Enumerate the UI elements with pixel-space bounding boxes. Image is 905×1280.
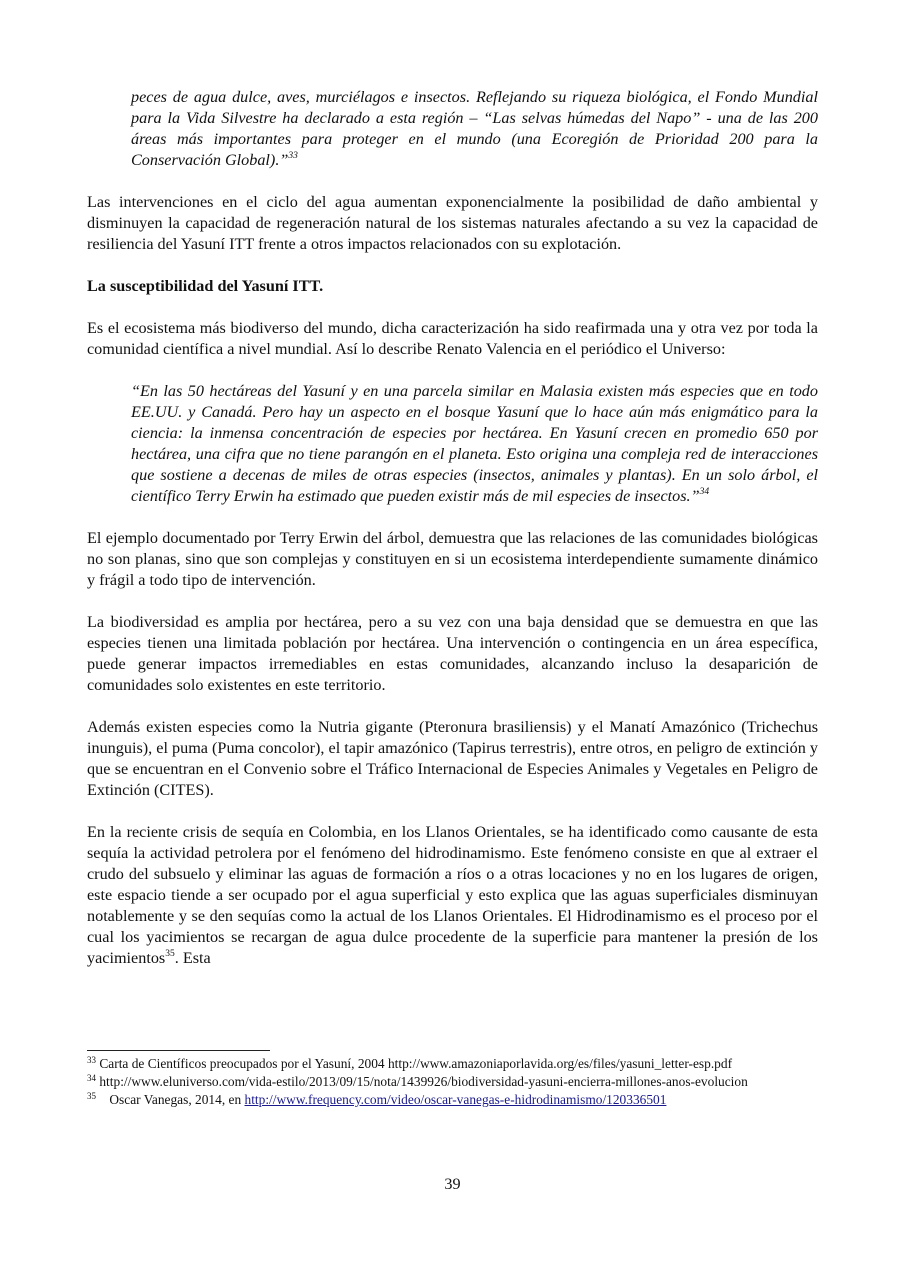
paragraph-biodiversity: Es el ecosistema más biodiverso del mundo, dicha caracterización ha sido reafirmada una y otra vez por toda la comunidad científica a nivel mundial. Así lo describe Renato Valencia en el periódico el Universo: [87,319,818,358]
paragraph-species: Además existen especies como la Nutria gigante (Pteronura brasiliensis) y el Manatí Amazónico (Trichechus inunguis), el puma (Puma concolor), el tapir amazónico (Tapirus terrestris), entre otros, en peligro de extinción y que se encuentran en el Convenio sobre el Tráfico Internacional de Especies Animales y Vegetales en Peligro de Extinción (CITES). [87,718,818,799]
block-quote-valencia: “En las 50 hectáreas del Yasuní y en una parcela similar en Malasia existen más especies que en todo EE.UU. y Canadá. Pero hay un aspecto en el bosque Yasuní que lo hace aún más enigmático para la ciencia: la inmensa concentración de especies por hectárea. En Yasuní crecen en promedio 650 por hectárea, una cifra que no tiene parangón en el planeta. Esto origina una compleja red de interacciones que sostiene a decenas de miles de otras especies (insectos, animales y plantas). En un solo árbol, el científico Terry Erwin ha estimado que pueden existir más de mil especies de insectos.”$^{34}$ [131,382,818,505]
paragraph-density: La biodiversidad es amplia por hectárea, pero a su vez con una baja densidad que se demuestra en que las especies tienen una limitada población por hectárea. Una intervención o contingencia en un área específica, puede generar impactos irremediables en estas comunidades, alcanzando incluso la desaparición de comunidades solo existentes en este territorio. [87,613,818,694]
footnote-ref-34[interactable]: 34 [699,487,710,497]
paragraph-water-cycle: Las intervenciones en el ciclo del agua aumentan exponencialmente la posibilidad de daño ambiental y disminuyen la capacidad de regeneración natural de los sistemas naturales afectando a su vez la capacidad de resiliencia del Yasuní ITT frente a otros impactos relacionados con su explotación. [87,193,818,253]
footnote-35-link[interactable]: http://www.frequency.com/video/oscar-vanegas-e-hidrodinamismo/120336501 [244,1092,667,1107]
paragraph-erwin: El ejemplo documentado por Terry Erwin del árbol, demuestra que las relaciones de las comunidades biológicas no son planas, sino que son complejas y constituyen en si un ecosistema interdependiente sumamente dinámico y frágil a todo tipo de intervención. [87,529,818,589]
footnote-separator [87,1050,270,1051]
footnote-35: $^{35}$ Oscar Vanegas, 2014, en http://www.frequency.com/video/oscar-vanegas-e-hidrodinamismo/120336501 [87,1091,667,1107]
block-quote-wwf: peces de agua dulce, aves, murciélagos e insectos. Reflejando su riqueza biológica, el Fondo Mundial para la Vida Silvestre ha declarado a esta región – “Las selvas húmedas del Napo” - una de las 200 áreas más importantes para proteger en el mundo (una Ecoregión de Prioridad 200 para la Conservación Global).”$^{33}$ [131,88,818,169]
body-text [87,87,818,969]
footnote-ref-33[interactable]: 33 [288,151,298,161]
footnotes [87,1050,818,1109]
section-heading: La susceptibilidad del Yasuní ITT. [87,277,324,295]
footnote-33: $^{33}$ Carta de Científicos preocupados por el Yasuní, 2004 http://www.amazoniaporlavida.org/es/files/yasuni_letter-esp.pdf [87,1055,733,1071]
footnote-34: $^{34}$ http://www.eluniverso.com/vida-estilo/2013/09/15/nota/1439926/biodiversidad-yasuni-encierra-millones-anos-evolucion [87,1073,748,1089]
footnote-ref-35[interactable]: 35 [165,949,175,959]
page-number: 39 [444,1175,461,1193]
paragraph-hydrodynamism: En la reciente crisis de sequía en Colombia, en los Llanos Orientales, se ha identificado como causante de esta sequía la actividad petrolera por el fenómeno del hidrodinamismo. Este fenómeno consiste en que al extraer el crudo del subsuelo y eliminar las aguas de formación a ríos o a otras locaciones y no en los lugares de origen, este espacio tiende a ser ocupado por el agua superficial y esto explica que las aguas superficiales disminuyan notablemente y se den sequías como la actual de los Llanos Orientales. El Hidrodinamismo es el proceso por el cual los yacimientos se recargan de agua dulce procedente de la superficie para mantener la presión de los yacimientos$^{35}$. Esta [87,823,818,967]
